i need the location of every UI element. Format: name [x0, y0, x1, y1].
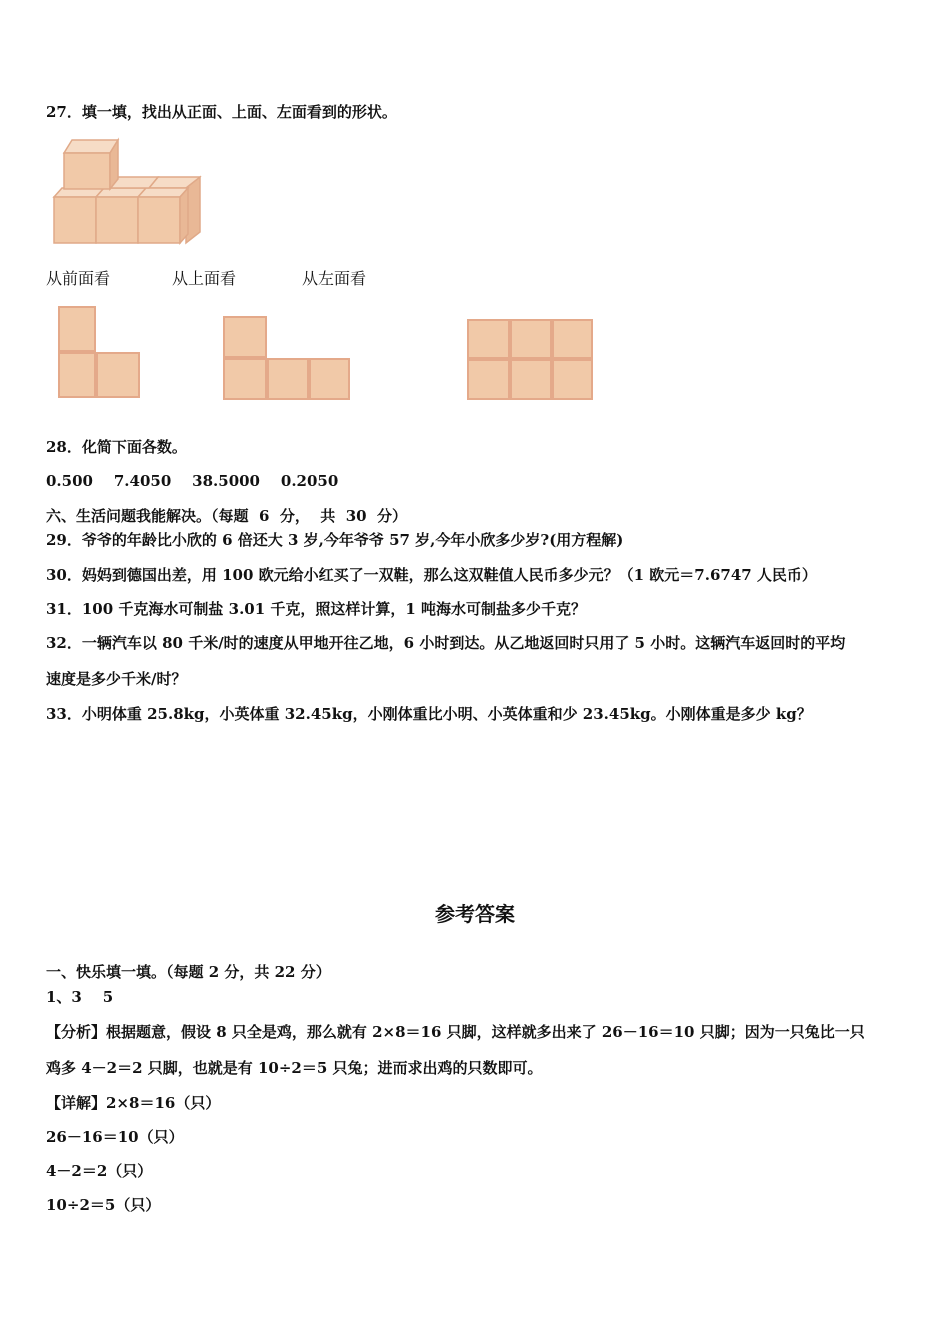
q30: 30．妈妈到德国出差，用 100 欧元给小红买了一双鞋，那么这双鞋值人民币多少元？（1 欧元＝7.6747 人民币）: [46, 566, 817, 584]
analysis-line2: 鸡多 4－2＝2 只脚，也就是有 10÷2＝5 只兔；进而求出鸡的只数即可。: [46, 1059, 543, 1077]
q32-line1: 32．一辆汽车以 80 千米/时的速度从甲地开往乙地，6 小时到达。从乙地返回时只用了 5 小时。这辆汽车返回时的平均: [46, 634, 846, 652]
answers-section1: 一、快乐填一填。（每题 2 分，共 22 分）: [46, 963, 331, 981]
view-label-left: 从左面看: [302, 269, 367, 288]
detail-line: 【详解】2×8＝16（只）: [46, 1094, 221, 1112]
view-label-front: 从前面看: [46, 269, 111, 288]
step-3: 10÷2＝5（只）: [46, 1196, 161, 1214]
q28-numbers: 0.500 7.4050 38.5000 0.2050: [46, 472, 339, 490]
q28-prompt: 28．化简下面各数。: [46, 438, 187, 456]
analysis-line1: 【分析】根据题意，假设 8 只全是鸡，那么就有 2×8＝16 只脚，这样就多出来了 26－16＝10 只脚；因为一只兔比一只: [46, 1023, 865, 1041]
q33: 33．小明体重 25.8kg，小英体重 32.45kg，小刚体重比小明、小英体重和少 23.45kg。小刚体重是多少 kg？: [46, 705, 812, 723]
step-2: 4－2＝2（只）: [46, 1162, 153, 1180]
q32-line2: 速度是多少千米/时？: [46, 670, 187, 688]
section6-heading: 六、生活问题我能解决。（每题 6 分， 共 30 分）: [46, 507, 408, 525]
view-label-top: 从上面看: [172, 269, 237, 288]
q27-prompt: 27．填一填，找出从正面、上面、左面看到的形状。: [46, 103, 397, 121]
answer-1: 1、3 5: [46, 988, 114, 1006]
answers-title: 参考答案: [435, 902, 515, 926]
step-1: 26－16＝10（只）: [46, 1128, 184, 1146]
cube-stack-illustration: [50, 135, 210, 250]
q31: 31．100 千克海水可制盐 3.01 千克，照这样计算，1 吨海水可制盐多少千克？: [46, 600, 587, 618]
q29: 29．爷爷的年龄比小欣的 6 倍还大 3 岁,今年爷爷 57 岁,今年小欣多少岁?(用方程解): [46, 531, 624, 549]
